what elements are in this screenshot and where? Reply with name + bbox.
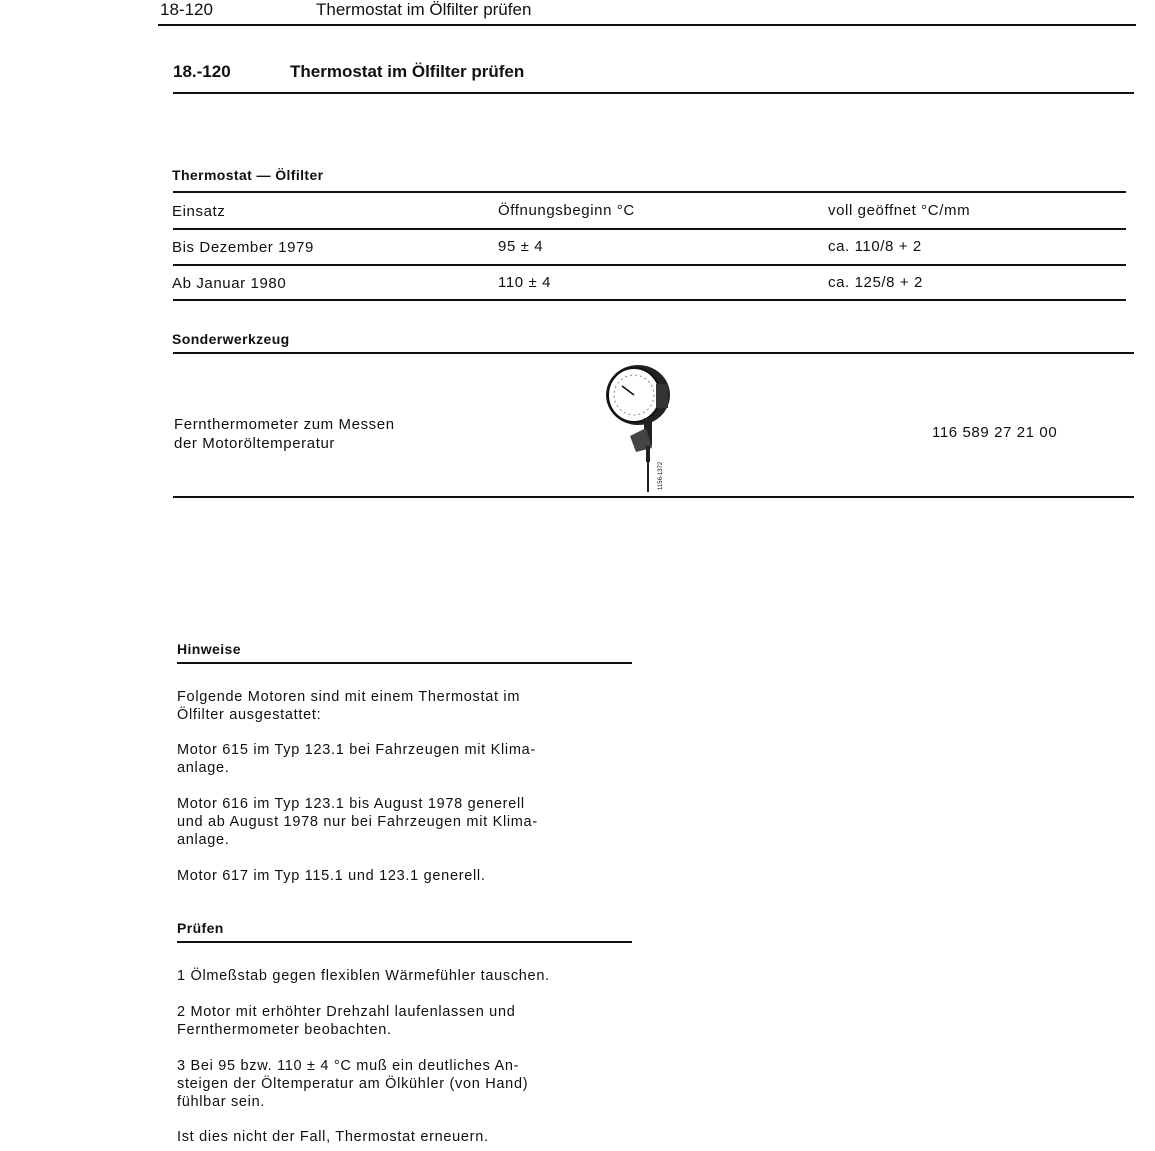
running-header-page-number: 18-120 (160, 0, 213, 19)
special-tools-rule-top (173, 352, 1134, 354)
notes-paragraph-2: Motor 615 im Typ 123.1 bei Fahrzeugen mit Klima- anlage. (177, 742, 536, 776)
tool-description-line2: der Motoröltemperatur (174, 435, 335, 452)
spec-table-rule-top (173, 191, 1126, 193)
spec-row1-einsatz: Bis Dezember 1979 (172, 239, 314, 256)
spec-header-fully-open: voll geöffnet °C/mm (828, 202, 971, 219)
notes-paragraph-4: Motor 617 im Typ 115.1 und 123.1 generell. (177, 868, 486, 884)
figure-code: 1156-1372 (658, 461, 664, 490)
spec-table-rule-row1 (173, 264, 1126, 266)
spec-row2-einsatz: Ab Januar 1980 (172, 275, 287, 292)
spec-row2-opening: 110 ± 4 (498, 274, 552, 291)
spec-table-rule-header (173, 228, 1126, 230)
spec-row1-fully-open: ca. 110/8 + 2 (828, 238, 922, 255)
tool-description-line1: Fernthermometer zum Messen (174, 416, 395, 433)
section-title: Thermostat im Ölfilter prüfen (290, 62, 525, 81)
notes-rule (177, 662, 632, 664)
tool-part-number: 116 589 27 21 00 (932, 424, 1058, 441)
spec-row1-opening: 95 ± 4 (498, 238, 544, 255)
check-rule (177, 941, 632, 943)
notes-heading: Hinweise (177, 641, 241, 657)
notes-paragraph-1: Folgende Motoren sind mit einem Thermostat im Ölfilter ausgestattet: (177, 689, 521, 723)
spec-header-opening: Öffnungsbeginn °C (498, 202, 635, 219)
check-heading: Prüfen (177, 920, 224, 936)
check-step-1: 1 Ölmeßstab gegen flexiblen Wärmefühler tauschen. (177, 968, 550, 984)
remote-thermometer-figure (600, 362, 680, 494)
special-tools-caption: Sonderwerkzeug (172, 331, 290, 347)
special-tools-rule-bottom (173, 496, 1134, 498)
running-header-title: Thermostat im Ölfilter prüfen (316, 0, 532, 19)
spec-table-caption: Thermostat — Ölfilter (172, 167, 324, 183)
header-rule (158, 24, 1136, 26)
spec-row2-fully-open: ca. 125/8 + 2 (828, 274, 923, 291)
check-step-2: 2 Motor mit erhöhter Drehzahl laufenlassen und Fernthermometer beobachten. (177, 1004, 516, 1038)
section-number: 18.-120 (173, 62, 231, 81)
check-step-3: 3 Bei 95 bzw. 110 ± 4 °C muß ein deutliches An- steigen der Öltemperatur am Ölkühler (von Hand) fühlbar sein. (177, 1058, 529, 1110)
notes-paragraph-3: Motor 616 im Typ 123.1 bis August 1978 generell und ab August 1978 nur bei Fahrzeugen mit Klima- anlage. (177, 796, 538, 848)
check-conclusion: Ist dies nicht der Fall, Thermostat erneuern. (177, 1129, 489, 1145)
title-rule (173, 92, 1134, 94)
spec-header-einsatz: Einsatz (172, 203, 226, 220)
spec-table-rule-bottom (173, 299, 1126, 301)
